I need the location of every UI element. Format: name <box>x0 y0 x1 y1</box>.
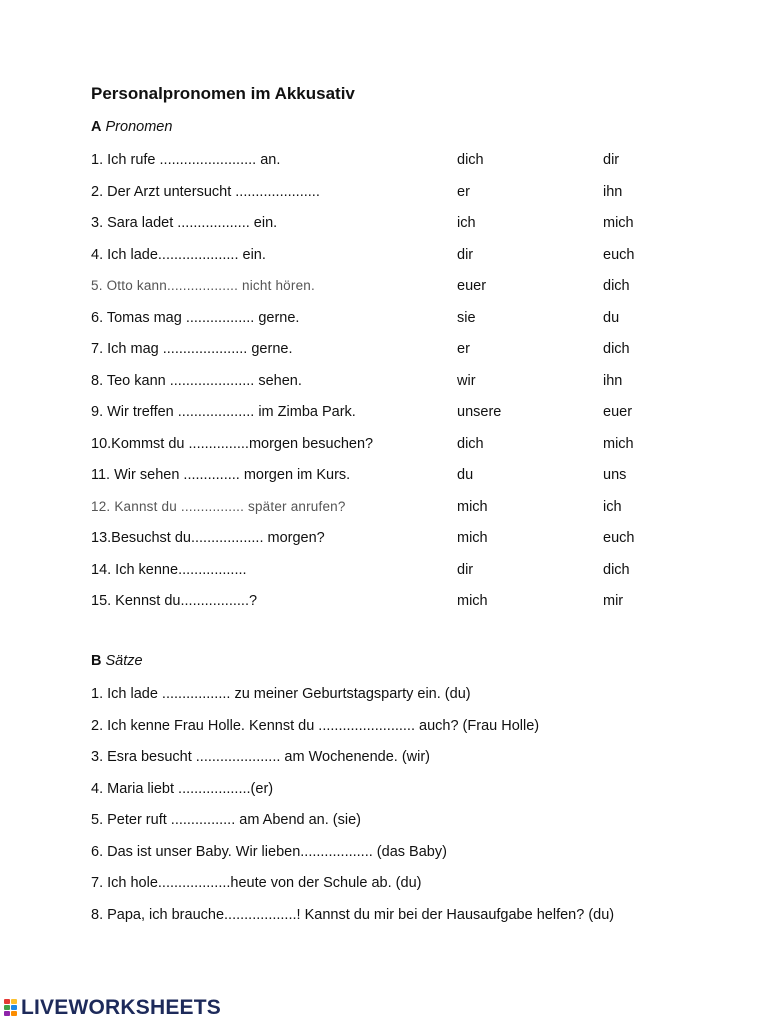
choice-option-2[interactable]: dich <box>603 278 630 294</box>
exercise-row <box>0 402 768 422</box>
choice-option-1[interactable]: dich <box>457 152 484 168</box>
choice-option-1[interactable]: mich <box>457 499 488 515</box>
exercise-sentence: 13.Besuchst du.................. morgen? <box>91 530 325 546</box>
choice-option-1[interactable]: er <box>457 184 470 200</box>
section-a-letter: A <box>91 119 102 135</box>
choice-option-2[interactable]: ihn <box>603 184 623 200</box>
choice-option-1[interactable]: mich <box>457 593 488 609</box>
section-a-heading <box>91 119 172 135</box>
sentence-item: 5. Peter ruft ................ am Abend an. (sie) <box>91 812 361 828</box>
exercise-row <box>0 339 768 359</box>
sentence-item: 7. Ich hole..................heute von der Schule ab. (du) <box>91 875 422 891</box>
exercise-row <box>0 308 768 328</box>
section-b-name: Sätze <box>105 653 143 669</box>
liveworksheets-logo-icon <box>4 999 18 1021</box>
choice-option-2[interactable]: mir <box>603 593 624 609</box>
exercise-sentence: 8. Teo kann ..................... sehen. <box>91 373 302 389</box>
exercise-row <box>0 591 768 611</box>
exercise-sentence: 3. Sara ladet .................. ein. <box>91 215 278 231</box>
sentence-item: 2. Ich kenne Frau Holle. Kennst du ........................ auch? (Frau Holle) <box>91 718 540 734</box>
choice-option-2[interactable]: dir <box>603 152 620 168</box>
sentence-item: 6. Das ist unser Baby. Wir lieben.................. (das Baby) <box>91 844 447 860</box>
choice-option-1[interactable]: dir <box>457 247 474 263</box>
exercise-sentence: 14. Ich kenne................. <box>91 562 247 578</box>
exercise-row <box>0 182 768 202</box>
footer-logo[interactable] <box>2 996 262 1024</box>
exercise-row <box>0 560 768 580</box>
choice-option-2[interactable]: dich <box>603 562 630 578</box>
choice-option-1[interactable]: dir <box>457 562 474 578</box>
exercise-sentence: 15. Kennst du.................? <box>91 593 258 609</box>
choice-option-1[interactable]: euer <box>457 278 487 294</box>
exercise-row <box>0 213 768 233</box>
choice-option-2[interactable]: mich <box>603 215 634 231</box>
choice-option-2[interactable]: ich <box>603 499 622 515</box>
sentence-item: 4. Maria liebt ..................(er) <box>91 781 274 797</box>
exercise-sentence: 6. Tomas mag ................. gerne. <box>91 310 300 326</box>
choice-option-2[interactable]: dich <box>603 341 630 357</box>
exercise-row <box>0 150 768 170</box>
choice-option-1[interactable]: sie <box>457 310 476 326</box>
choice-option-2[interactable]: mich <box>603 436 634 452</box>
exercise-row <box>0 497 768 517</box>
exercise-row <box>0 245 768 265</box>
sentence-item: 1. Ich lade ................. zu meiner Geburtstagsparty ein. (du) <box>91 686 471 702</box>
section-a-name: Pronomen <box>105 119 173 135</box>
exercise-row <box>0 371 768 391</box>
choice-option-1[interactable]: dich <box>457 436 484 452</box>
choice-option-1[interactable]: wir <box>457 373 476 389</box>
exercise-sentence: 10.Kommst du ...............morgen besuchen? <box>91 436 374 452</box>
exercise-row <box>0 465 768 485</box>
exercise-row <box>0 528 768 548</box>
choice-option-2[interactable]: du <box>603 310 620 326</box>
liveworksheets-logo-text: LIVEWORKSHEETS <box>21 996 221 1019</box>
choice-option-2[interactable]: uns <box>603 467 627 483</box>
exercise-sentence: 12. Kannst du ................ später anrufen? <box>91 499 346 514</box>
choice-option-2[interactable]: euch <box>603 530 635 546</box>
choice-option-1[interactable]: du <box>457 467 474 483</box>
exercise-sentence: 9. Wir treffen ................... im Zimba Park. <box>91 404 356 420</box>
exercise-row <box>0 276 768 296</box>
exercise-sentence: 7. Ich mag ..................... gerne. <box>91 341 293 357</box>
page-title: Personalpronomen im Akkusativ <box>91 84 355 103</box>
section-b-heading <box>91 653 143 669</box>
choice-option-1[interactable]: er <box>457 341 470 357</box>
choice-option-1[interactable]: mich <box>457 530 488 546</box>
exercise-sentence: 4. Ich lade.................... ein. <box>91 247 266 263</box>
choice-option-2[interactable]: euer <box>603 404 633 420</box>
choice-option-2[interactable]: euch <box>603 247 635 263</box>
choice-option-1[interactable]: ich <box>457 215 476 231</box>
choice-option-1[interactable]: unsere <box>457 404 502 420</box>
sentence-item: 3. Esra besucht ..................... am Wochenende. (wir) <box>91 749 431 765</box>
sentence-item: 8. Papa, ich brauche..................! Kannst du mir bei der Hausaufgabe helfen? (du) <box>91 907 615 923</box>
exercise-sentence: 11. Wir sehen .............. morgen im Kurs. <box>91 467 351 483</box>
exercise-sentence: 5. Otto kann.................. nicht hören. <box>91 278 315 293</box>
exercise-row <box>0 434 768 454</box>
section-b-letter: B <box>91 653 102 669</box>
choice-option-2[interactable]: ihn <box>603 373 623 389</box>
exercise-sentence: 2. Der Arzt untersucht ..................... <box>91 184 320 200</box>
exercise-sentence: 1. Ich rufe ........................ an. <box>91 152 281 168</box>
